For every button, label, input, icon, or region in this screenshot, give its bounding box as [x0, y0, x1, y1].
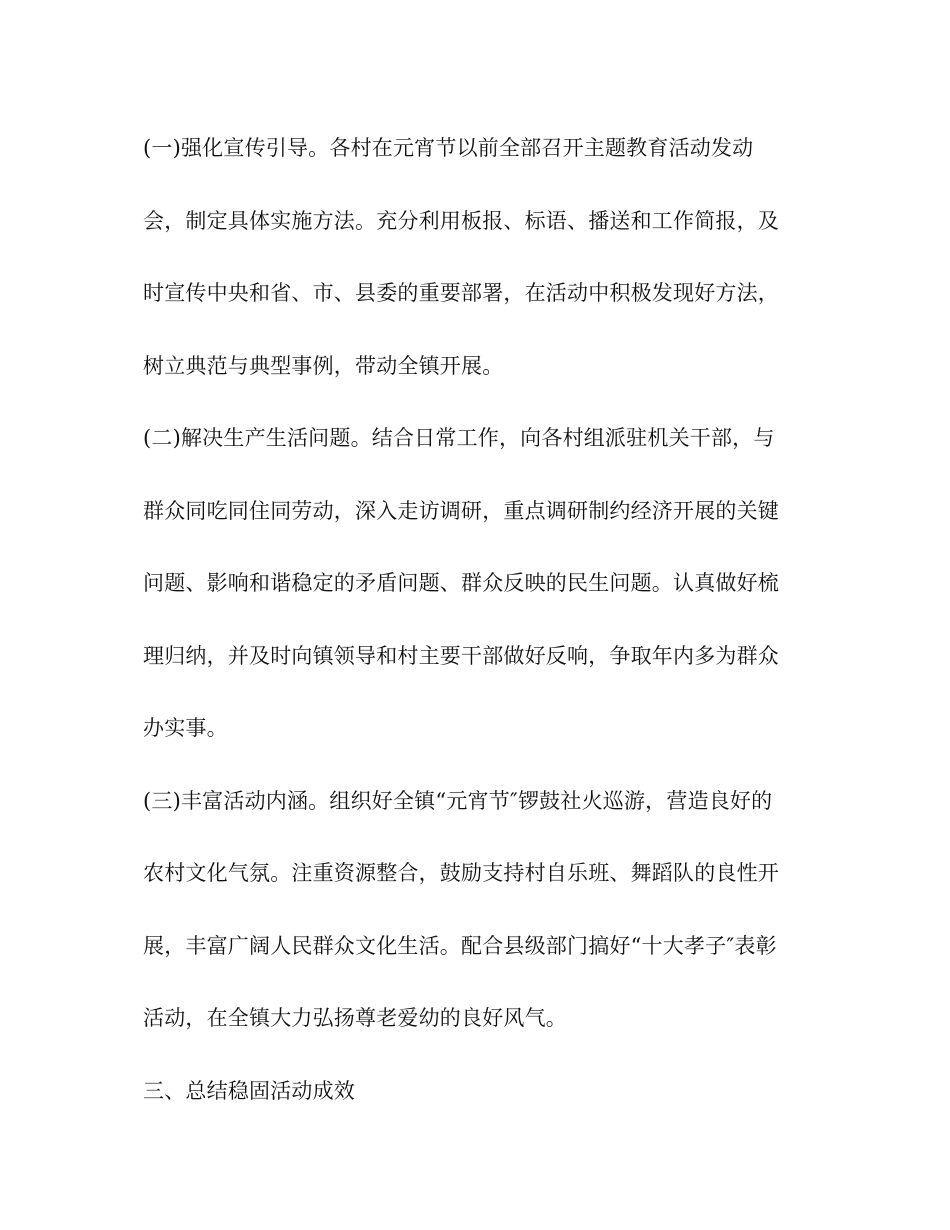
paragraph-3-line-1: (三)丰富活动内涵。组织好全镇“元宵节″锣鼓社火巡游，营造良好的	[143, 788, 773, 813]
paragraph-1-line-1: (一)强化宣传引导。各村在元宵节以前全部召开主题教育活动发动	[143, 136, 754, 160]
paragraph-2-line-2: 群众同吃同住同劳动，深入走访调研，重点调研制约经济开展的关键	[143, 498, 779, 523]
paragraph-1-line-3: 时宣传中央和省、市、县委的重要部署，在活动中积极发现好方法，	[143, 281, 779, 305]
paragraph-3-line-2: 农村文化气氛。注重资源整合，鼓励支持村自乐班、舞蹈队的良性开	[143, 861, 779, 885]
paragraph-2-line-4: 理归纳，并及时向镇领导和村主要干部做好反响，争取年内多为群众	[143, 643, 779, 668]
paragraph-2-line-5: 办实事。	[143, 716, 228, 740]
paragraph-1-line-4: 树立典范与典型事例，带动全镇开展。	[143, 353, 504, 378]
document-body	[143, 112, 808, 1127]
paragraph-1-line-2: 会，制定具体实施方法。充分利用板报、标语、播送和工作简报，及	[143, 208, 779, 233]
paragraph-3-line-3: 展，丰富广阔人民群众文化生活。配合县级部门搞好“十大孝子″表彰	[143, 933, 777, 958]
paragraph-3-line-4: 活动，在全镇大力弘扬尊老爱幼的良好风气。	[143, 1006, 567, 1030]
paragraph-2-line-1: (二)解决生产生活问题。结合日常工作，向各村组派驻机关干部，与	[143, 426, 775, 450]
section-heading: 三、总结稳固活动成效	[143, 1078, 355, 1103]
paragraph-2-line-3: 问题、影响和谐稳定的矛盾问题、群众反映的民生问题。认真做好梳	[143, 571, 779, 595]
